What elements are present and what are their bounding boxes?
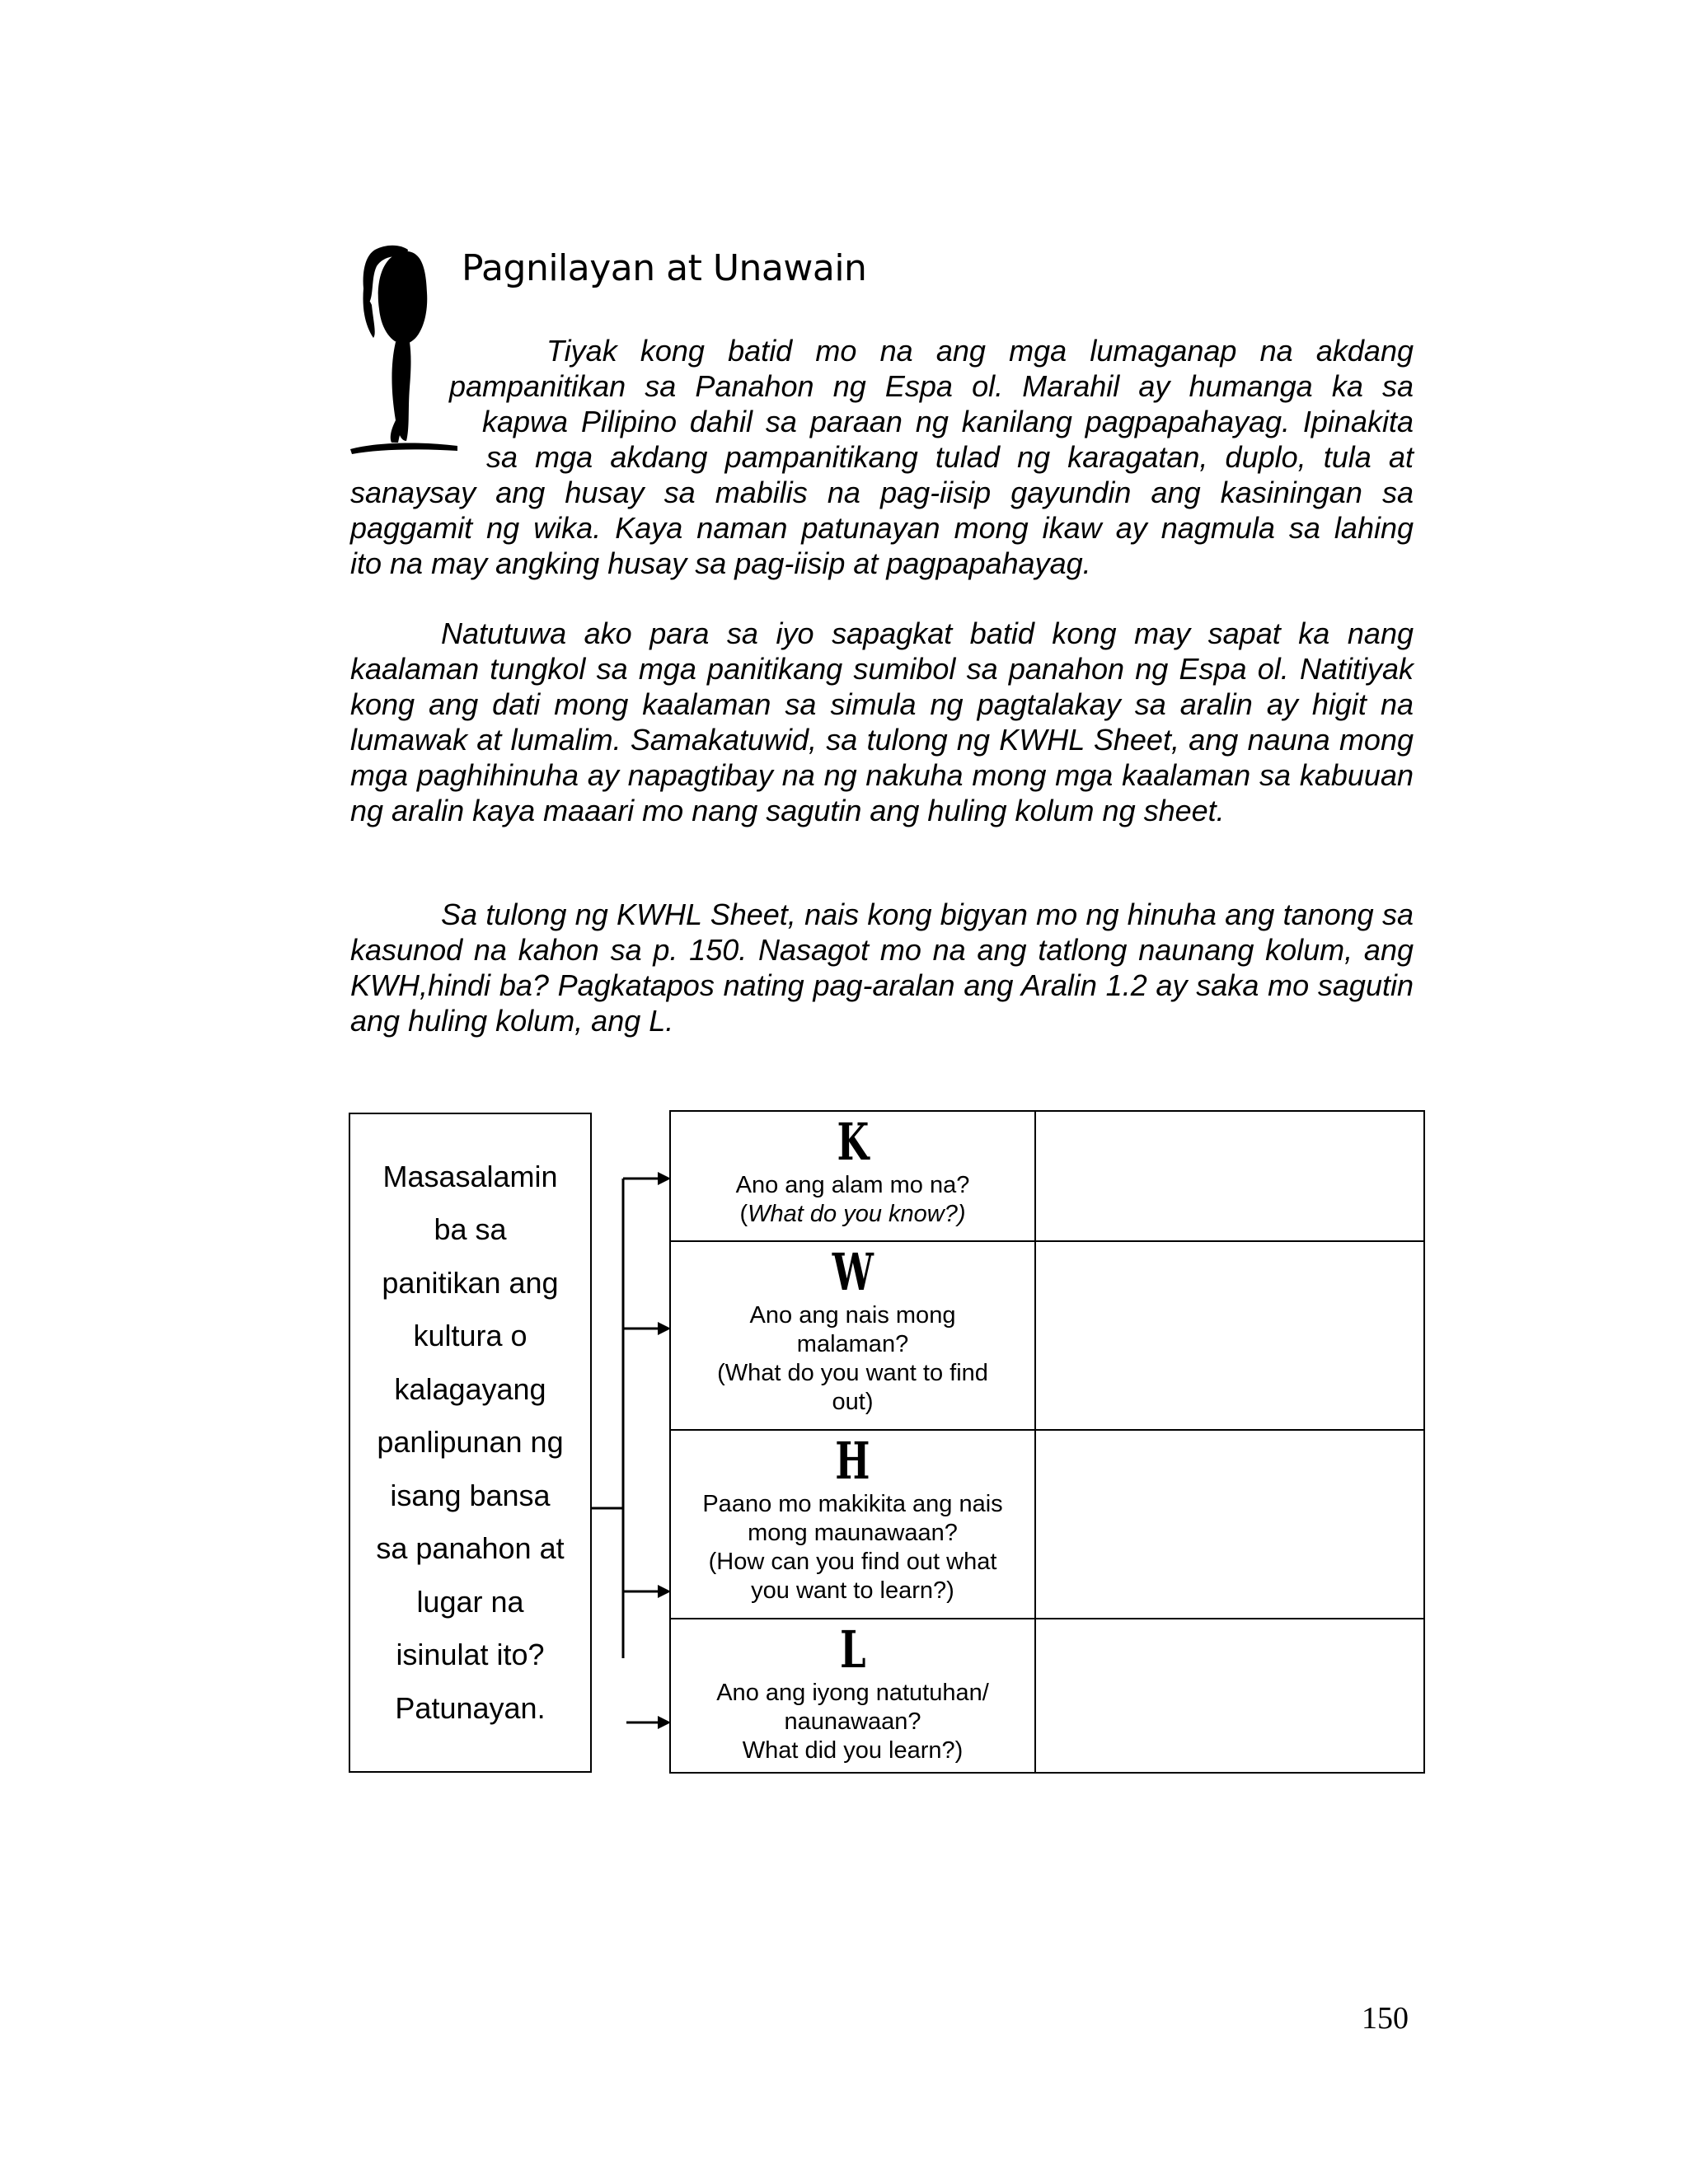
kwhl-letter-k: K (837, 1112, 869, 1172)
kwhl-question: Ano ang alam mo na? (735, 1172, 970, 1198)
paragraph-line: kapwa Pilipino dahil sa paraan ng kanilang pagpapahayag. Ipinakita (482, 405, 1414, 438)
paragraph-line: sa mga akdang pampanitikang tulad ng karagatan, duplo, tula at (486, 440, 1414, 474)
kwhl-letter-l: L (839, 1619, 866, 1680)
paragraph-line: paggamit ng wika. Kaya naman patunayan mong ikaw ay nagmula sa lahing (350, 511, 1414, 545)
open-paren: ( (739, 1201, 748, 1227)
question-line: isinulat ito? (396, 1638, 545, 1672)
kwhl-translation: out) (832, 1389, 874, 1415)
kwhl-question: malaman? (796, 1331, 909, 1357)
paragraph-line: sanaysay ang husay sa mabilis na pag-iisip gayundin ang kasiningan sa (350, 476, 1414, 509)
kwhl-question: Ano ang nais mong (749, 1302, 956, 1329)
kwhl-question-text (350, 1151, 590, 1736)
question-line: Patunayan. (395, 1690, 546, 1725)
question-line: kalagayang (394, 1371, 546, 1406)
kwhl-answer-k[interactable] (1036, 1112, 1423, 1242)
kwhl-question: Paano mo makikita ang nais (702, 1491, 1003, 1517)
section-title: Pagnilayan at Unawain (462, 247, 867, 289)
question-line: kultura o (413, 1319, 528, 1353)
paragraph-line: ito na may angking husay sa pag-iisip at pagpapahayag. (350, 546, 1091, 580)
paragraph-line: Tiyak kong batid mo na ang mga lumaganap na akdang (546, 334, 1414, 368)
kwhl-question: mong maunawaan? (748, 1520, 958, 1546)
question-line: ba sa (434, 1212, 507, 1247)
question-line: isang bansa (390, 1478, 551, 1512)
kwhl-row-k (671, 1112, 1036, 1242)
intro-paragraph (350, 333, 1414, 581)
kwhl-translation: (How can you find out what (708, 1549, 997, 1575)
kwhl-answer-w[interactable] (1036, 1242, 1423, 1431)
question-line: lugar na (416, 1584, 524, 1619)
kwhl-letter-h: H (835, 1431, 870, 1491)
paragraph-line: pampanitikan sa Panahon ng Espa ol. Marahil ay humanga ka sa (449, 369, 1414, 403)
kwhl-answer-l[interactable] (1036, 1619, 1423, 1772)
kwhl-question: naunawaan? (784, 1708, 921, 1735)
question-line: panitikan ang (382, 1265, 559, 1300)
kwhl-row-h (671, 1431, 1036, 1619)
kwhl-translation: What do you know?) (748, 1201, 966, 1227)
kwhl-letter-w: W (832, 1242, 874, 1302)
kwhl-answer-h[interactable] (1036, 1431, 1423, 1619)
kwhl-question-box (349, 1113, 592, 1773)
second-paragraph: Natutuwa ako para sa iyo sapagkat batid kong may sapat ka nang kaalaman tungkol sa mga panitikang sumibol sa panahon ng Espa ol. Natitiyak kong ang dati mong kaalaman sa simula ng pagtalakay sa aralin ay higit na lumawak at lumalim. Samakatuwid, sa tulong ng KWHL Sheet, ang nauna mong mga paghihinuha ay napagtibay na ng nakuha mong mga kaalaman sa kabuuan ng aralin kaya maaari mo nang sagutin ang huling kolum ng sheet. (350, 616, 1414, 827)
question-line: sa panahon at (376, 1531, 565, 1566)
third-paragraph: Sa tulong ng KWHL Sheet, nais kong bigyan mo ng hinuha ang tanong sa kasunod na kahon sa p. 150. Nasagot mo na ang tatlong naunang kolum, ang KWH,hindi ba? Pagkatapos nating pag-aralan ang Aralin 1.2 ay saka mo sagutin ang huling kolum, ang L. (350, 898, 1414, 1038)
connector-arrows (592, 1154, 674, 1747)
kwhl-translation: you want to learn?) (751, 1577, 954, 1604)
kwhl-translation: (What do you want to find (717, 1360, 988, 1386)
question-line: Masasalamin (382, 1159, 558, 1193)
kwhl-question: Ano ang iyong natutuhan/ (716, 1680, 989, 1706)
page-number: 150 (1362, 2001, 1409, 2036)
kwhl-translation: What did you learn?) (742, 1737, 964, 1764)
kwhl-table (669, 1110, 1425, 1774)
question-line: panlipunan ng (377, 1425, 564, 1460)
kwhl-row-w (671, 1242, 1036, 1431)
kwhl-row-l (671, 1619, 1036, 1772)
